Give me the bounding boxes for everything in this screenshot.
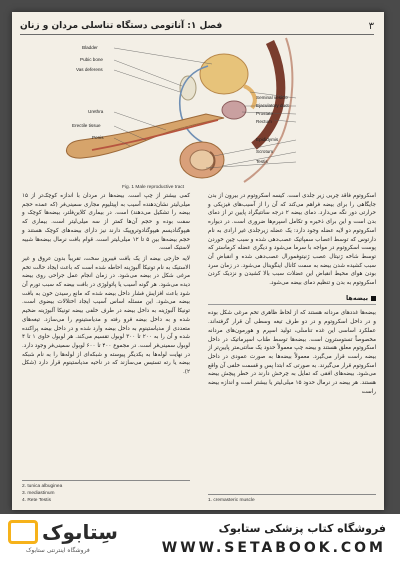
logo-tagline: فروشگاه اینترنتی ستابوک [26,547,90,554]
label-scrotum: Scrotum [256,149,274,154]
store-banner [0,514,400,564]
paragraph-testis-size: کمی بیشتر از چپ است. بیضه‌ها در مردان با اندازه کوچک‌تر از ۱۵ میلی‌لیتر نشان‌دهنده آسیب به اپیتلیوم مجاری سمینی‌فر (که عمده حجم بیضه را تشکیل می‌دهند) است. در بیماری کلاین‌فلتر، بیضه‌ها کوچک و سفت بوده و حجم آن‌ها کمتر از سه میلی‌لیتر است. بیماری که هیپوگنادیسم هیپوگنادوتروپیک دارند نیز دارای بیضه‌های کوچک هستند و حجم بیضه‌ها بین ۵ تا ۱۲ میلی‌لیتر است. قوام بافت نرمال بیضه‌ها شبیه لاستیک است. [22,193,190,252]
label-prostate: Prostate [256,111,274,116]
page-number: ۳ [368,20,374,32]
footnotes-left [22,480,190,504]
label-testis: Testis [256,159,268,164]
paragraph-scrotum: اسکروتوم فاقد چربی زیر جلدی است. کیسه اسکروتوم در بیرون از بدن جایگاهی را برای بیضه فراهم می‌کند که آن را از آسیب‌های فیزیکی و حرارتی دور نگه می‌دارد. دمای بیضه ۲ درجه سانتیگراد پایین تر از دمای بدن است و این برای ذخیره و تکامل اسپرم‌ها ضروری است. در دیواره اسکروتوم دو لایه عضله وجود دارد: یک عضله زیرجلدی غیر ارادی به نام دارتوس که توسط اعصاب سمپاتیک عصب‌دهی شده و سبب چین خوردن پوست اسکروتوم در مواجه با سرما می‌شود و دیگری عضله کرماستر که توسط شاخه ژنیتال عصب ژنیتوفمورال عصب‌دهی شده و انقباض آن سبب کشیده شدن بیضه به سمت کانال اینگوینال می‌شود. در زمان سرد بودن هوای محیط انقباض این عضلات سبب بالا کشیدن و نزدیک کردن اسکروتوم به بدن و تنظیم دمای بیضه می‌شود. [208,193,376,287]
running-header [20,18,374,35]
figure-caption: Fig. 1 Male reproductive tract [122,185,185,190]
paragraph-testes: بیضه‌ها غددهای مردانه هستند که از لحاظ ظاهری تخم مرغی شکل بوده و در داخل اسکروتوم و در دو طرف تیغه وسطی آن قرار گرفته‌اند. عملکرد اساسی این غده تناسلی، تولید اسپرم و هورمون‌های مردانه مخصوصاً تستوسترون است. بیضه‌ها توسط طناب اسپرماتیک در داخل اسکروتوم معلق هستند و بیضه چپ معمولاً حدود یک سانتی‌متر پایین‌تر از بیضه راست قرار می‌گیرد. معمولاً بیضه‌ها به صورت عمودی در داخل اسکروتوم قرار می‌گیرند. به صورتی که ابتدا پس و قسمت خلفی آن واقع می‌شود. بیضه‌های افقی که تمایل به چرخش دارند در خطر پیچش بیضه هستند. هر بیضه در نرمال حدود ۱۵ میلی‌لیتر یا بیشتر است و اندازه بیضه راست [208,310,376,395]
footnote: 3. mediastinum [22,491,55,496]
label-ejaculatory-duct: Ejaculatory duct [256,103,289,108]
logo-word: سِتابوک [42,520,118,544]
footnotes-right [208,494,376,504]
store-url-link[interactable]: WWW.SETABOOK.COM [161,540,386,556]
footnote: 2. tunica albuginea [22,484,63,489]
label-epididymis: Epididymis [256,137,279,142]
label-urethra: Urethra [88,109,104,114]
label-rectum: Rectum [256,119,272,124]
section-bullet-icon [371,296,376,301]
chapter-title: فصل ۱: آناتومی دستگاه تناسلی مردان و زنان [20,21,223,31]
label-pubic-bone: Pubic bone [80,57,103,62]
paragraph-tunica: لایه خارجی بیضه از یک بافت فیبروز سخت، تقریباً بدون عروق و غیر الاستیک به نام تونیکا آلبوژینه احاطه شده است که باعث ایجاد حالت تخم مرغی شکل در بیضه می‌شود. در زمان انجام عمل جراحی روی بیضه دیده می‌شود. هر گونه آسیب یا پاتولوژی در بافت بیضه که سبب تورم آن شود باعث افزایش فشار داخل بیضه شده که مانع رسیدن خون به بافت بیضه می‌شود. این مسئله اساس آسیب ایجاد اختلالات بیضوی است. تونیکا آلبوژینه به داخل بیضه در طرف خلفی بیضه تونیکا آلبوژینه ضخیم شده و به داخل بیضه فرو رفته و مدیاستینوم را می‌سازد. تیغه‌های متعددی از مدیاستینوم به داخل بیضه وارد شده و در داخل بیضه پراکنده شده و آن را به ۲۰۰ تا ۳۰۰ لوبول تقسیم می‌کند. هر لوبول حاوی ۱ تا ۴ لوبول سمینی‌فر است. در مجموع ۴۰۰ تا ۶۰۰ لوبول سمینی‌فر وجود دارد. در نهایت لوله‌ها به یکدیگر پیوسته و شبکه‌ای از لوله‌ها را به نام شبکه بیضه یا رته تستیس می‌سازند که در ناحیه مدیاستینوم قرار دارد (شکل ۲). [22,255,190,376]
right-column [208,192,376,398]
label-bladder: Bladder [82,45,98,50]
label-erectile-tissue: Erectile tissue [72,123,101,128]
store-logo[interactable] [8,520,118,556]
book-page [12,12,384,510]
book-logo-icon [8,520,38,544]
section-heading-testes [208,294,376,306]
section-title: بیضه‌ها [345,293,368,302]
left-column [22,192,190,379]
store-title: فروشگاه کتاب پزشکی ستابوک [218,522,386,535]
label-vas-deferens: Vas deferens [76,67,103,72]
footnote: 4. Rete Testis [22,498,51,503]
label-penis: Penis [92,135,104,140]
male-reproductive-figure [56,36,308,184]
footnote: 1. cremasteric muscle [208,498,255,503]
label-seminal-vesicle: Seminal vesicle [256,95,288,100]
